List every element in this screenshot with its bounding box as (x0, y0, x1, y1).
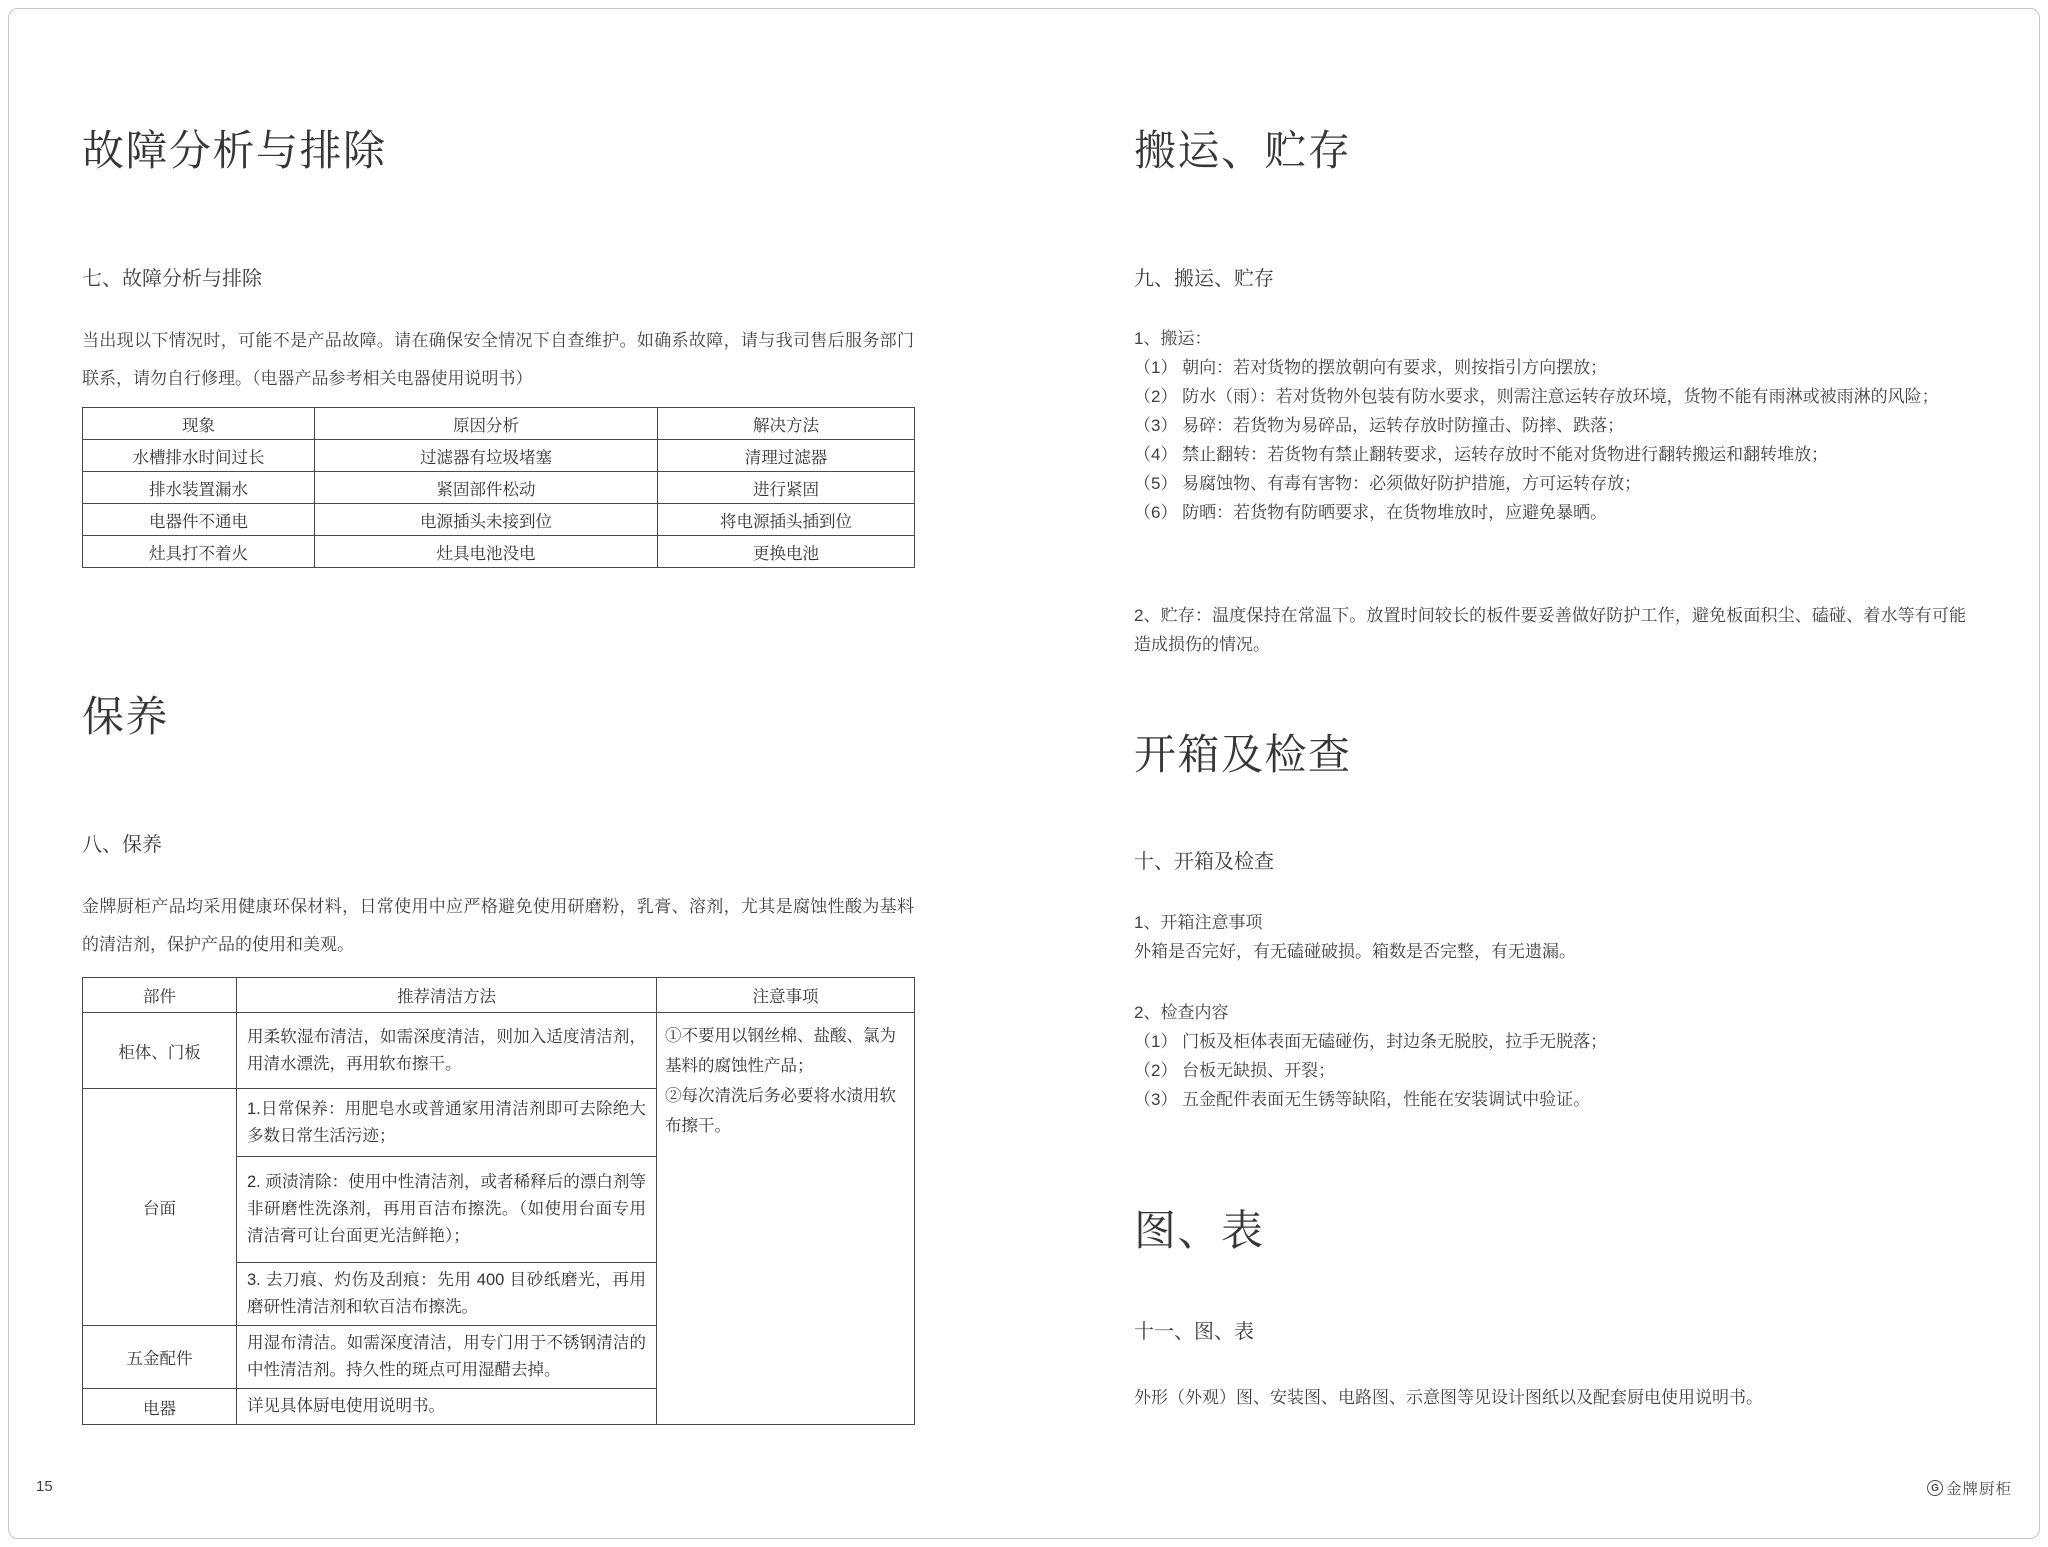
moving-list-item: （3） 易碎：若货物为易碎品，运转存放时防撞击、防摔、跌落； (1134, 416, 1625, 435)
brand-logo-icon (1927, 1480, 1943, 1496)
unpacking-note-text: 外箱是否完好，有无磕碰破损。箱数是否完整，有无遗漏。 (1134, 942, 1576, 961)
part-cell: 柜体、门板 (83, 1013, 237, 1089)
figures-section-title: 图、表 (1134, 1207, 1265, 1254)
moving-section-subtitle: 九、搬运、贮存 (1134, 268, 1274, 290)
fault-cell: 灶具打不着火 (83, 536, 315, 568)
maintenance-table (82, 977, 915, 1425)
note-line: ②每次清洗后务必要将水渍用软布擦干。 (665, 1087, 896, 1135)
unpacking-note-label: 1、开箱注意事项 (1134, 913, 1263, 932)
fault-section-subtitle: 七、故障分析与排除 (82, 268, 262, 290)
unpacking-notes-block (1134, 908, 1966, 966)
brand-name: 金牌厨柜 (1945, 1481, 2012, 1498)
part-cell: 五金配件 (83, 1326, 237, 1389)
moving-list (1134, 324, 1966, 527)
maintenance-col-header: 部件 (83, 978, 237, 1013)
right-page (1134, 0, 1966, 1547)
maintenance-row-cabinet (83, 1013, 915, 1089)
part-cell: 台面 (83, 1089, 237, 1326)
method-cell: 用柔软湿布清洁，如需深度清洁，则加入适度清洁剂，用清水漂洗，再用软布擦干。 (237, 1013, 657, 1089)
fault-cell: 将电源插头插到位 (658, 504, 915, 536)
method-cell: 1.日常保养：用肥皂水或普通家用清洁剂即可去除绝大多数日常生活污迹； (237, 1089, 657, 1157)
fault-table-row (83, 536, 915, 568)
figures-text: 外形（外观）图、安装图、电路图、示意图等见设计图纸以及配套厨电使用说明书。 (1134, 1388, 1763, 1407)
notes-cell (657, 1013, 915, 1425)
figures-paragraph (1134, 1383, 1966, 1412)
fault-cell: 更换电池 (658, 536, 915, 568)
maintenance-intro-paragraph: 金牌厨柜产品均采用健康环保材料，日常使用中应严格避免使用研磨粉，乳膏、溶剂，尤其是腐蚀性酸为基料的清洁剂，保护产品的使用和美观。 (82, 897, 914, 954)
fault-cell: 紧固部件松动 (315, 472, 658, 504)
unpacking-section-subtitle: 十、开箱及检查 (1134, 851, 1274, 873)
unpacking-checks-block (1134, 998, 1966, 1114)
fault-section-title: 故障分析与排除 (82, 127, 387, 174)
fault-cell: 过滤器有垃圾堵塞 (315, 440, 658, 472)
brand-mark-letter: G (1931, 1482, 1939, 1494)
storage-text: 2、贮存：温度保持在常温下。放置时间较长的板件要妥善做好防护工作，避免板面积尘、磕碰、着水等有可能造成损伤的情况。 (1134, 606, 1966, 654)
fault-cell: 水槽排水时间过长 (83, 440, 315, 472)
moving-list-item: （6） 防晒：若货物有防晒要求，在货物堆放时，应避免暴晒。 (1134, 503, 1608, 522)
fault-cell: 电源插头未接到位 (315, 504, 658, 536)
fault-cell: 清理过滤器 (658, 440, 915, 472)
fault-col-header: 解决方法 (658, 408, 915, 440)
method-cell: 用湿布清洁。如需深度清洁，用专门用于不锈钢清洁的中性清洁剂。持久性的斑点可用湿醋去掉。 (237, 1326, 657, 1389)
moving-list-item: （5） 易腐蚀物、有毒有害物：必须做好防护措施，方可运转存放； (1134, 474, 1642, 493)
fault-table-row (83, 440, 915, 472)
moving-item-label: 1、搬运： (1134, 329, 1212, 348)
method-cell: 详见具体厨电使用说明书。 (237, 1389, 657, 1425)
fault-col-header: 原因分析 (315, 408, 658, 440)
unpacking-check-item: （3） 五金配件表面无生锈等缺陷，性能在安装调试中验证。 (1134, 1090, 1591, 1109)
method-cell: 3. 去刀痕、灼伤及刮痕：先用 400 目砂纸磨光，再用磨研性清洁剂和软百洁布擦洗。 (237, 1263, 657, 1326)
fault-cell: 灶具电池没电 (315, 536, 658, 568)
fault-col-header: 现象 (83, 408, 315, 440)
unpacking-check-item: （2） 台板无缺损、开裂； (1134, 1061, 1336, 1080)
moving-list-item: （1） 朝向：若对货物的摆放朝向有要求，则按指引方向摆放； (1134, 358, 1608, 377)
moving-list-item: （2） 防水（雨）：若对货物外包装有防水要求，则需注意运转存放环境，货物不能有雨淋或被雨淋的风险； (1134, 387, 1939, 406)
figures-section-subtitle: 十一、图、表 (1134, 1321, 1254, 1343)
maintenance-col-header: 注意事项 (657, 978, 915, 1013)
page-number: 15 (36, 1478, 53, 1495)
fault-cell: 电器件不通电 (83, 504, 315, 536)
fault-table-row (83, 504, 915, 536)
part-cell: 电器 (83, 1389, 237, 1425)
maintenance-col-header: 推荐清洁方法 (237, 978, 657, 1013)
maintenance-section-subtitle: 八、保养 (82, 834, 162, 856)
unpacking-check-item: （1） 门板及柜体表面无磕碰伤，封边条无脱胶，拉手无脱落； (1134, 1032, 1608, 1051)
fault-table-row (83, 472, 915, 504)
left-page (82, 0, 914, 1547)
fault-cell: 进行紧固 (658, 472, 915, 504)
moving-list-item: （4） 禁止翻转：若货物有禁止翻转要求，运转存放时不能对货物进行翻转搬运和翻转堆放； (1134, 445, 1829, 464)
fault-intro-paragraph: 当出现以下情况时，可能不是产品故障。请在确保安全情况下自查维护。如确系故障，请与我司售后服务部门联系，请勿自行修理。（电器产品参考相关电器使用说明书） (82, 331, 914, 388)
storage-paragraph (1134, 601, 1966, 659)
maintenance-table-header-row (83, 978, 915, 1013)
unpacking-section-title: 开箱及检查 (1134, 731, 1352, 778)
fault-table-header-row (83, 408, 915, 440)
note-line: ①不要用以钢丝棉、盐酸、氯为基料的腐蚀性产品； (665, 1027, 896, 1075)
moving-section-title: 搬运、贮存 (1134, 127, 1352, 174)
method-cell: 2. 顽渍清除：使用中性清洁剂，或者稀释后的漂白剂等非研磨性洗涤剂，再用百洁布擦洗。（如使用台面专用清洁膏可让台面更光洁鲜艳）； (237, 1157, 657, 1263)
maintenance-section-title: 保养 (82, 693, 170, 740)
brand-logo (1927, 1477, 2012, 1499)
fault-table (82, 407, 915, 568)
fault-cell: 排水装置漏水 (83, 472, 315, 504)
unpacking-check-label: 2、检查内容 (1134, 1003, 1229, 1022)
